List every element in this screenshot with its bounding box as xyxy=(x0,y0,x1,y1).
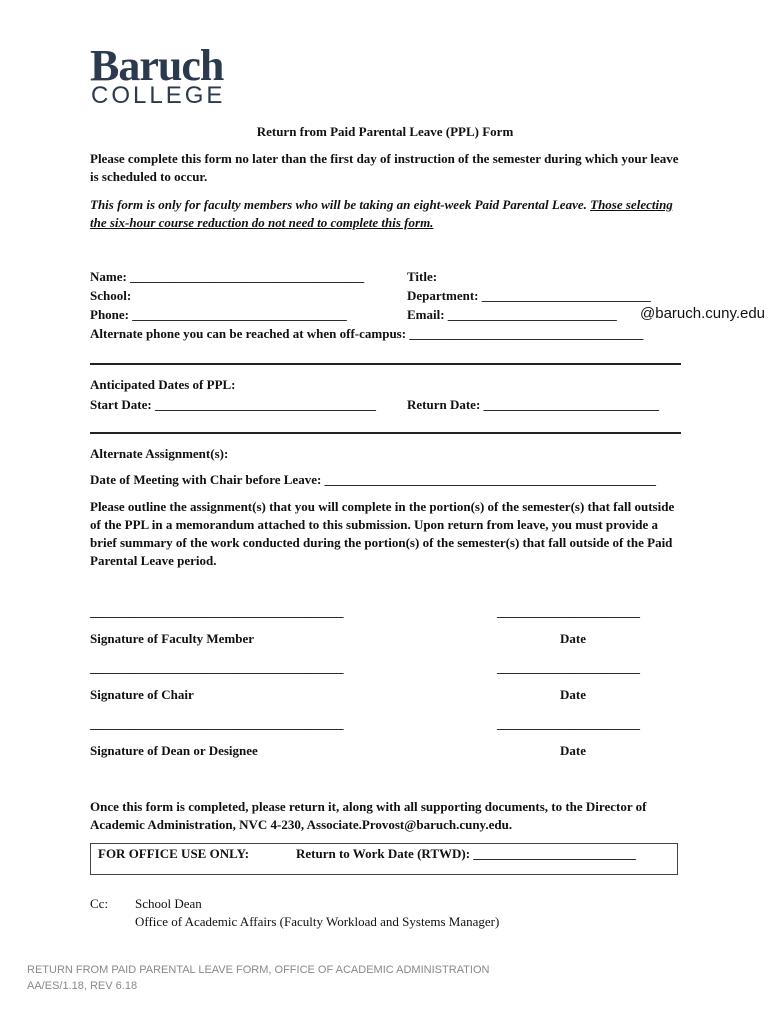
meeting-date-field[interactable]: Date of Meeting with Chair before Leave: ___________________________________________________ xyxy=(90,472,657,487)
department-blank: : __________________________ xyxy=(474,288,651,303)
start-date-field[interactable]: Start Date: __________________________________ xyxy=(90,397,376,412)
note-italic: This form is only for faculty members who will be taking an eight-week Paid Parental Leave. xyxy=(90,197,587,212)
logo-college: COLLEGE xyxy=(91,82,226,109)
cc-label: Cc: xyxy=(90,896,109,911)
faculty-date-label: Date xyxy=(560,631,586,646)
rtwd-field[interactable]: Return to Work Date (RTWD): _________________________ xyxy=(296,846,636,861)
dean-date-label: Date xyxy=(560,743,586,758)
cc-academic-affairs: Office of Academic Affairs (Faculty Workload and Systems Manager) xyxy=(135,914,500,929)
dean-date-line[interactable]: ______________________ xyxy=(497,716,640,731)
faculty-signature-label: Signature of Faculty Member xyxy=(90,631,255,646)
alt-phone-field[interactable] xyxy=(90,325,643,343)
logo-baruch: Baruch xyxy=(90,41,224,90)
dates-heading: Anticipated Dates of PPL: xyxy=(90,377,236,392)
note-underlined: Those selecting the six-hour course reduction do not need to complete this form. xyxy=(90,197,673,230)
chair-date-label: Date xyxy=(560,687,586,702)
dean-signature-label: Signature of Dean or Designee xyxy=(90,743,258,758)
phone-field[interactable]: Phone: _________________________________ xyxy=(90,307,347,322)
office-use-label: FOR OFFICE USE ONLY: xyxy=(98,846,250,861)
cc-school-dean: School Dean xyxy=(135,896,202,911)
school-field[interactable]: School: xyxy=(90,288,132,303)
faculty-date-line[interactable]: ______________________ xyxy=(497,604,640,619)
intro-text: Please complete this form no later than the first day of instruction of the semester during which your leave is scheduled to occur. xyxy=(90,151,679,184)
return-date-field[interactable]: Return Date: ___________________________ xyxy=(407,397,660,412)
outline-text: Please outline the assignment(s) that you will complete in the portion(s) of the semester(s) that fall outside of the PPL in a memorandum attached to this submission. Upon return from leave, you must provide a brief summary of the work conducted during the portion(s) of the semester(s) that fall outside of the Paid Parental Leave period. xyxy=(90,499,675,568)
footer-line-1: RETURN FROM PAID PARENTAL LEAVE FORM, OFFICE OF ACADEMIC ADMINISTRATION xyxy=(27,964,490,976)
alt-phone-label: Alternate phone you can be reached at when off-campus xyxy=(90,326,402,341)
divider-2 xyxy=(90,432,681,434)
email-suffix: @baruch.cuny.edu xyxy=(640,305,766,322)
assignment-heading: Alternate Assignment(s): xyxy=(90,446,229,461)
department-label: Department xyxy=(407,288,475,303)
name-field[interactable]: Name: ____________________________________ xyxy=(90,269,365,284)
closing-text: Once this form is completed, please return it, along with all supporting documents, to the Director of Academic Administration, NVC 4-230, Associate.Provost@baruch.cuny.edu. xyxy=(90,799,647,832)
divider-1 xyxy=(90,363,681,365)
chair-signature-line[interactable]: _______________________________________ xyxy=(90,660,344,675)
chair-date-line[interactable]: ______________________ xyxy=(497,660,640,675)
faculty-signature-line[interactable]: _______________________________________ xyxy=(90,604,344,619)
email-field[interactable]: Email: __________________________ xyxy=(407,307,617,322)
chair-signature-label: Signature of Chair xyxy=(90,687,194,702)
faculty-note xyxy=(90,196,680,232)
alt-phone-blank: : ____________________________________ xyxy=(401,326,644,341)
footer-line-2: AA/ES/1.18, REV 6.18 xyxy=(27,980,138,992)
department-field[interactable] xyxy=(407,287,651,305)
form-title: Return from Paid Parental Leave (PPL) Form xyxy=(256,124,514,139)
dean-signature-line[interactable]: _______________________________________ xyxy=(90,716,344,731)
title-field[interactable]: Title: xyxy=(407,269,438,284)
